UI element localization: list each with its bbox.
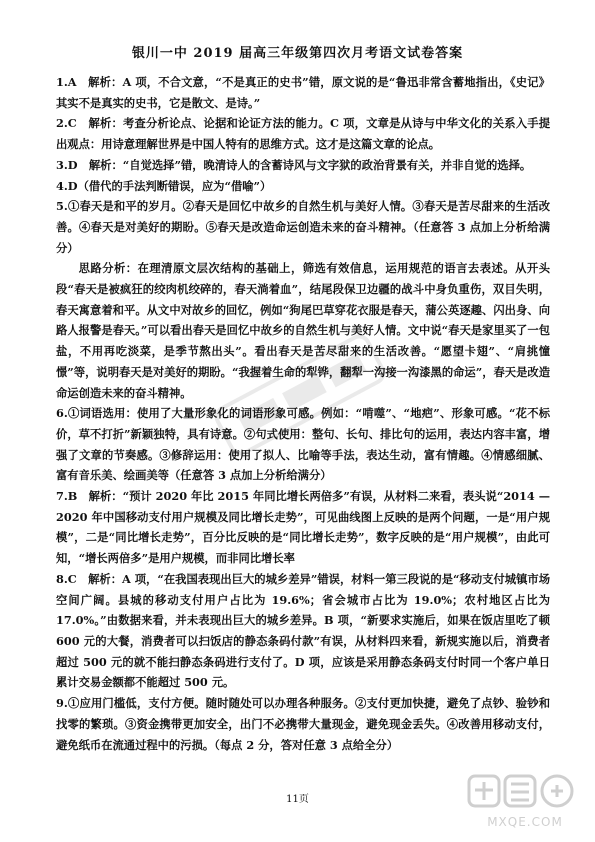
answer-content — [56, 72, 550, 755]
answer-5: 5.①春天是和平的岁月。②春天是回忆中故乡的自然生机与美好人情。③春天是苦尽甜来的生活改善。④春天是对美好的期盼。⑤春天是改造命运创造未来的奋斗精神。（任意答 3 点加上分析给满分） — [56, 199, 550, 255]
answer-3: 3.D 解析：“自觉选择”错，晚清诗人的含蓄诗风与文字狱的政治背景有关，并非自觉的选择。 — [56, 157, 532, 172]
answer-2: 2.C 解析：考查分析论点、论据和论证方法的能力。C 项，文章是从诗与中华文化的关系入手提出观点：用诗意理解世界是中国人特有的思维方式。这才是这篇文章的论点。 — [56, 116, 550, 152]
answer-4: 4.D（借代的手法判断错误，应为“借喻”） — [56, 178, 272, 193]
answer-1: 1.A 解析：A 项，不合文意，“不是真正的史书”错，原文说的是“鲁迅非常含蓄地指出，《史记》其实不是真实的史书，它是散文、是诗。” — [56, 75, 550, 110]
svg-text:MXQE.COM: MXQE.COM — [487, 815, 563, 829]
answer-8: 8.C 解析：A 项，“在我国表现出巨大的城乡差异”错误，材料一第三段说的是“移动支付城镇市场空间广阔。县城的移动支付用户占比为 19.6%；省会城市占比为 19.0%；农村地区占比为 17.0%。”由数据来看，并未表现出巨大的城乡差异。B 项，“新要求实施后，如果在饭店里吃了顿 600 元的大餐，消费者可以扫饭店的静态条码付款”有误，从材料四来看，新规实施以后，消费者超过 500 元的就不能扫静态条码进行支付了。D 项，应该是采用静态条码支付时同一个客户单日累计交易金额都不能超过 500 元。 — [56, 571, 550, 690]
page-number: 11页 — [286, 794, 309, 805]
answer-7: 7.B 解析：“预计 2020 年比 2015 年同比增长两倍多”有误，从材料二来看，表头说“2014 — 2020 年中国移动支付用户规模及同比增长走势”，可见曲线图上反映的是两个问题，一是“用户规模”，二是“同比增长走势”，百分比反映的是“同比增长走势”，数字反映的是“用户规模”，由此可知，“增长两倍多”是用户规模，而非同比增长率 — [56, 489, 550, 566]
answer-9: 9.①应用门槛低，支付方便。随时随处可以办理各种服务。②支付更加快捷，避免了点钞、验钞和找零的繁琐。③资金携带更加安全，出门不必携带大量现金，避免现金丢失。④改善用移动支付，避免纸币在流通过程中的污损。（每点 2 分，答对任意 3 点给全分） — [56, 696, 550, 752]
page-title: 银川一中 2019 届高三年级第四次月考语文试卷答案 — [131, 46, 464, 61]
answer-5-analysis: 思路分析：在理清原文层次结构的基础上，筛选有效信息，运用规范的语言去表述。从开头段“春天是被疯狂的绞肉机绞碎的，春天淌着血”，结尾段保卫边疆的战斗中身负重伤，双目失明，春天寓意着和平。从文中对故乡的回忆，例如“狗尾巴草穿花衣服是春天，蒲公英逐趣、闪出身、向路人报警是春天。”可以看出春天是回忆中故乡的自然生机与美好人情。文中说“春天是家里买了一包盐，不用再吃淡菜，是季节熬出头”。看出春天是苦尽甜来的生活改善。“愿望卡翅”、“肩挑憧憬”等，说明春天是对美好的期盼。“我握着生命的犁铧，翻犁一沟接一沟漆黑的命运”，春天是改造命运创造未来的奋斗精神。 — [56, 261, 550, 400]
answer-6: 6.①词语选用：使用了大量形象化的词语形象可感。例如：“啃噬”、“地疤”、形象可感。“花不标价，草不打折”新颖独特，具有诗意。②句式使用：整句、长句、排比句的运用，表达内容丰富，增强了文章的节奏感。③修辞运用：使用了拟人、比喻等手法，表达生动，富有情趣。④情感细腻、富有音乐美、绘画美等（任意答 3 点加上分析给满分） — [56, 406, 550, 483]
